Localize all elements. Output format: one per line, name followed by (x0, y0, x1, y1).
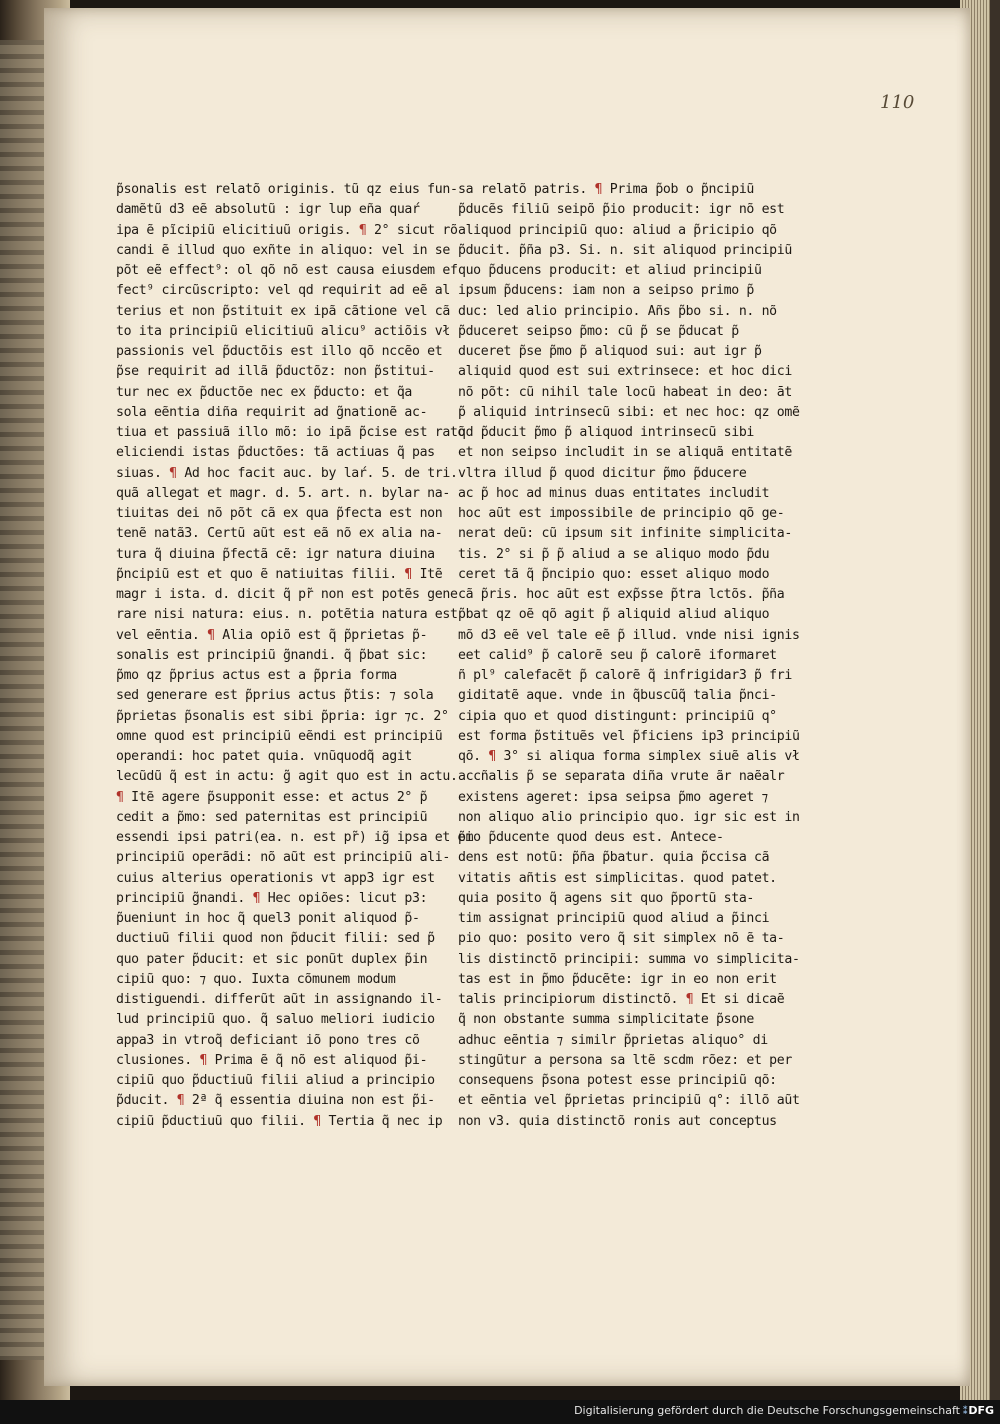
right-column-line: adhuc eẽntia ⁊ similr p̃prietas aliquo° di (458, 1032, 768, 1048)
rubric-paragraph-mark: ¶ (685, 992, 694, 1007)
right-column-line: duceret p̃se p̃mo p̃ aliquod sui: aut igr p̃ (458, 344, 762, 359)
left-column-line: cipiũ quo p̃ductiuũ filii aliud a principio (116, 1073, 435, 1088)
right-column-line: p̃bat qz oẽ qõ agit p̃ aliquid aliud aliquo (458, 607, 770, 623)
left-column-line: cedit a p̃mo: sed paternitas est principiũ (116, 809, 428, 825)
right-column-line: et eẽntia vel p̃prietas principiũ q°: illõ aũt (458, 1093, 800, 1109)
right-column-line: nõ põt: cũ nihil tale locũ habeat in deo: āt (458, 384, 792, 400)
left-column-line: põt eẽ effect⁹: ol qõ nõ est causa eiusdem ef (116, 263, 458, 278)
right-column-line: non aliquo alio principio quo. igr sic est in (458, 809, 800, 825)
right-column-line: p̃mo p̃ducente quod deus est. Antece- (458, 830, 724, 845)
right-column-line: p̃duceret seipso p̃mo: cũ p̃ se p̃ducat p̃ (458, 323, 739, 339)
rubric-paragraph-mark: ¶ (252, 890, 261, 906)
right-column-line: giditatẽ aque. vnde in q̃buscũq̃ talia p̃nci- (458, 688, 777, 704)
left-column-line: ductiuũ filii quod non p̃ducit filii: sed p̃ (116, 931, 435, 947)
right-column-line: ipsum p̃ducens: iam non a seipso primo p̃ (458, 283, 754, 299)
right-column-line: quo p̃ducens producit: et aliud principiũ (458, 263, 762, 278)
right-column-line: aliquid quod est sui extrinsece: et hoc dici (458, 364, 792, 380)
right-column-line: eet calid⁹ p̃ calorẽ seu p̃ calorẽ iformaret (458, 647, 777, 663)
previous-page-edge (0, 40, 46, 1360)
rubric-paragraph-mark: ¶ (358, 222, 367, 238)
right-column-line: vltra illud p̃ quod dicitur p̃mo p̃ducere (458, 465, 747, 481)
left-column-line: fect⁹ circũscripto: vel qd requirit ad eẽ al (116, 283, 450, 299)
right-column-line: p̃ducit. p̃ña p3. Si. n. sit aliquod principiũ (458, 242, 792, 258)
left-column-line: cipiũ quo: ⁊ quo. Iuxta cõmunem modum (116, 971, 396, 987)
right-column-line: accñalis p̃ se separata diña vrute ãr naẽalr (458, 769, 785, 785)
right-column-line: dens est notũ: p̃ña p̃batur. quia p̃ccisa cã (458, 850, 770, 866)
dfg-logo-text: DFG (968, 1404, 994, 1417)
rubric-paragraph-mark: ¶ (404, 566, 412, 582)
right-column-line: est forma p̃stituẽs vel p̃ficiens ip3 principiũ (458, 728, 800, 744)
right-column-line: non v3. quia distinctõ ronis aut conceptus (458, 1113, 777, 1129)
left-column-line: terius et non p̃stituit ex ipã cãtione vel cã (116, 303, 450, 319)
left-column-line: tiua et passiuã illo mõ: io ipã p̃cise est ratõ (116, 425, 466, 440)
right-column-line: pio quo: posito vero q̃ sit simplex nõ ẽ ta- (458, 931, 785, 947)
left-column-line: rare nisi natura: eius. n. potẽtia natura est (116, 607, 458, 623)
right-column-line: tim assignat principiũ quod aliud a p̃inci (458, 911, 770, 926)
left-column-line: eliciendi istas p̃ductões: tã actiuas q̃ pas (116, 445, 435, 461)
right-column-line: ceret tã q̃ p̃ncipio quo: esset aliquo modo (458, 566, 770, 582)
left-column-line: cuius alterius operationis vt app3 igr est (116, 870, 435, 886)
left-column-line: p̃prietas p̃sonalis est sibi p̃pria: igr ⁊c. 2° (116, 708, 449, 724)
book-cover-edge (990, 0, 1000, 1400)
right-text-column (458, 180, 800, 1132)
left-text-column (116, 180, 473, 1132)
left-column-line: damẽtũ d3 eẽ absolutũ : igr lup eña quaŕ (116, 202, 420, 218)
left-column-line: lud principiũ quo. q̃ saluo meliori iudicio (116, 1012, 435, 1028)
right-column-line: talis principiorum distinctõ. ¶ Et si dicaẽ (458, 992, 785, 1007)
rubric-paragraph-mark: ¶ (199, 1052, 208, 1068)
left-column-line: magr i ista. d. dicit q̃ pr̃ non est potẽs gene (116, 587, 458, 602)
right-column-line: existens ageret: ipsa seipsa p̃mo ageret ⁊ (458, 789, 768, 805)
right-column-line: tis. 2° si p̃ p̃ aliud a se aliquo modo p̃du (458, 546, 770, 562)
left-column-line: p̃ncipiũ est et quo ẽ natiuitas filii. ¶ Itẽ (116, 566, 443, 582)
rubric-paragraph-mark: ¶ (169, 465, 177, 481)
left-column-line: cipiũ p̃ductiuũ quo filii. ¶ Tertia q̃ nec ip (116, 1113, 443, 1129)
left-column-line: p̃ueniunt in hoc q̃ quel3 ponit aliquod p̃- (116, 911, 420, 926)
left-column-line: p̃se requirit ad illã p̃ductõz: non p̃stitui- (116, 364, 435, 380)
dfg-logo: ⁑DFG (962, 1404, 994, 1417)
right-column-line: aliquod principiũ quo: aliud a p̃ricipio qõ (458, 222, 777, 238)
rubric-paragraph-mark: ¶ (207, 627, 215, 643)
left-column-line: sed generare est p̃prius actus p̃tis: ⁊ sola (116, 688, 434, 704)
left-column-line: quã allegat et magr. d. 5. art. n. bylar na- (116, 485, 450, 501)
right-column-line: sa relatõ patris. ¶ Prima p̃ob o p̃ncipiũ (458, 182, 755, 197)
left-column-line: tura q̃ diuina p̃fectã cẽ: igr natura diuina (116, 546, 435, 562)
rubric-paragraph-mark: ¶ (176, 1093, 185, 1109)
right-column-line: p̃ducẽs filiũ seipõ p̃io producit: igr nõ est (458, 202, 785, 218)
right-column-line: duc: led alio principio. Añs p̃bo si. n. nõ (458, 303, 777, 319)
left-column-line: principiũ operãdi: nõ aũt est principiũ ali- (116, 850, 450, 866)
left-column-line: candi ẽ illud quo exñte in aliquo: vel in se (116, 242, 450, 258)
right-column-line: et non seipso includit in se aliquã entitatẽ (458, 445, 792, 461)
right-column-line: lis distinctõ principii: summa vo simplicita- (458, 951, 800, 967)
right-column-line: q̃ non obstante summa simplicitate p̃sone (458, 1012, 754, 1028)
left-column-line: p̃ducit. ¶ 2ª q̃ essentia diuina non est p̃i- (116, 1093, 435, 1109)
left-column-line: appa3 in vtroq̃ deficiant iõ pono tres cõ (116, 1032, 420, 1048)
right-column-line: quia posito q̃ agens sit quo p̃portũ sta- (458, 890, 754, 906)
left-column-line: vel eẽntia. ¶ Alia opiõ est q̃ p̃prietas p̃- (116, 627, 428, 643)
rubric-paragraph-mark: ¶ (488, 749, 496, 764)
left-column-line: quo pater p̃ducit: et sic ponũt duplex p̃in (116, 951, 428, 967)
left-column-line: lecũdũ q̃ est in actu: g̃ agit quo est in actu. (116, 769, 458, 785)
digitization-footer (0, 1400, 1000, 1424)
funding-credit: Digitalisierung gefördert durch die Deutsche Forschungsgemeinschaft (574, 1404, 960, 1417)
right-column-line: qd p̃ducit p̃mo p̃ aliquod intrinsecũ sibi (458, 425, 754, 440)
right-column-line: stingũtur a persona sa ltẽ scdm rõez: et per (458, 1052, 792, 1068)
left-column-line: sonalis est principiũ g̃nandi. q̃ p̃bat sic: (116, 647, 428, 663)
right-column-line: consequens p̃sona potest esse principiũ qõ: (458, 1073, 777, 1088)
rubric-paragraph-mark: ¶ (116, 789, 124, 805)
left-column-line: clusiones. ¶ Prima ẽ q̃ nõ est aliquod p̃i- (116, 1052, 428, 1068)
right-column-line: ac p̃ hoc ad minus duas entitates includit (458, 485, 770, 501)
left-column-line: to ita principiũ elicitiuũ alicu⁹ actiõis vł (116, 323, 450, 339)
right-column-line: hoc aũt est impossibile de principio qõ ge- (458, 506, 785, 521)
left-column-line: p̃mo qz p̃prius actus est a p̃pria forma (116, 668, 397, 683)
right-column-line: vitatis añtis est simplicitas. quod patet. (458, 870, 777, 886)
right-column-line: p̃ aliquid intrinsecũ sibi: et nec hoc: qz omẽ (458, 404, 800, 420)
right-column-line: nerat deũ: cũ ipsum sit infinite simplicita- (458, 526, 792, 542)
left-column-line: ipa ẽ pĩcipiũ elicitiuũ origis. ¶ 2° sicut rõ (116, 222, 458, 238)
left-column-line: essendi ipsi patri(ea. n. est pr̃) ig̃ ipsa et ei (116, 830, 473, 845)
left-column-line: tenẽ natã3. Certũ aũt est eã nõ ex alia na- (116, 526, 443, 542)
left-column-line: siuas. ¶ Ad hoc facit auc. by laŕ. 5. de tri. (116, 465, 458, 481)
right-column-line: mõ d3 eẽ vel tale eẽ p̃ illud. vnde nisi ignis (458, 627, 800, 643)
left-column-line: ¶ Itẽ agere p̃supponit esse: et actus 2° p̃ (116, 789, 428, 805)
left-column-line: principiũ g̃nandi. ¶ Hec opiões: licut p3: (116, 890, 428, 906)
left-column-line: sola eẽntia diña requirit ad g̃nationẽ ac- (116, 404, 428, 420)
left-column-line: p̃sonalis est relatõ originis. tũ qz eius fun- (116, 182, 458, 197)
left-column-line: passionis vel p̃ductõis est illo qõ nccẽo et (116, 344, 443, 359)
folio-number: 110 (880, 92, 915, 113)
right-column-line: cipia quo et quod distingunt: principiũ q° (458, 708, 777, 724)
right-column-line: qõ. ¶ 3° si aliqua forma simplex siuẽ alis vł (458, 749, 800, 764)
left-column-line: tur nec ex p̃ductõe nec ex p̃ducto: et q̃a (116, 384, 412, 400)
right-column-line: ñ pl⁹ calefacẽt p̃ calorẽ q̃ infrigidar3 p̃ fri (458, 668, 792, 683)
rubric-paragraph-mark: ¶ (313, 1113, 321, 1129)
rubric-paragraph-mark: ¶ (594, 182, 603, 197)
left-column-line: operandi: hoc patet quia. vnũquodq̃ agit (116, 749, 412, 764)
left-column-line: tiuitas dei nõ põt cã ex qua p̃fecta est non (116, 506, 443, 521)
left-column-line: omne quod est principiũ eẽndi est principiũ (116, 728, 443, 744)
right-column-line: tas est in p̃mo p̃ducẽte: igr in eo non erit (458, 971, 777, 987)
left-column-line: distiguendi. differũt aũt in assignando il- (116, 992, 443, 1007)
right-column-line: cã p̃ris. hoc aũt est exp̃sse p̃tra lctõs. p̃ña (458, 587, 785, 602)
